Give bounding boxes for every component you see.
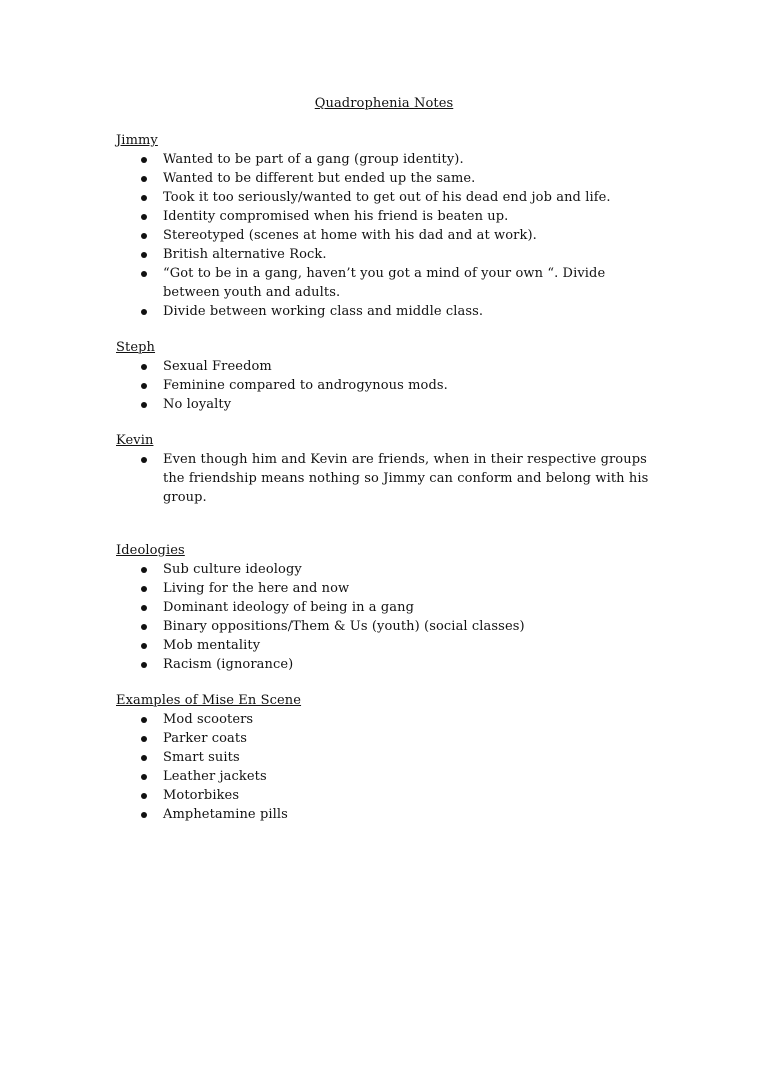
list-item-text: Leather jackets	[163, 769, 267, 784]
list-item-text: Wanted to be different but ended up the same.	[163, 171, 476, 186]
bullet-icon	[141, 605, 147, 611]
bullet-icon	[141, 309, 147, 315]
list-item	[116, 226, 663, 245]
bullet-icon	[141, 586, 147, 592]
bullet-list-ideologies	[116, 560, 676, 674]
section-ideologies	[116, 541, 676, 674]
bullet-icon	[141, 736, 147, 742]
section-heading-kevin: Kevin	[116, 433, 154, 448]
section-steph	[116, 338, 676, 414]
section-jimmy	[116, 131, 676, 321]
list-item	[116, 450, 663, 507]
list-item	[116, 767, 663, 786]
bullet-icon	[141, 233, 147, 239]
bullet-icon	[141, 195, 147, 201]
list-item-text: Mod scooters	[163, 712, 254, 727]
list-item-text: Mob mentality	[163, 638, 261, 653]
list-item	[116, 598, 663, 617]
list-item	[116, 302, 663, 321]
list-item-text: Wanted to be part of a gang (group identity).	[163, 152, 464, 167]
section-kevin	[116, 431, 676, 507]
bullet-icon	[141, 383, 147, 389]
bullet-list-jimmy	[116, 150, 676, 321]
list-item-text: Parker coats	[163, 731, 247, 746]
list-item-text: No loyalty	[163, 397, 232, 412]
list-item-text: Took it too seriously/wanted to get out of his dead end job and life.	[163, 190, 611, 205]
list-item-text: Stereotyped (scenes at home with his dad and at work).	[163, 228, 537, 243]
list-item-text: British alternative Rock.	[163, 247, 327, 262]
bullet-icon	[141, 176, 147, 182]
list-item	[116, 357, 663, 376]
bullet-icon	[141, 624, 147, 630]
bullet-list-kevin	[116, 450, 676, 507]
bullet-icon	[141, 214, 147, 220]
list-item-text: Smart suits	[163, 750, 240, 765]
list-item-text: Dominant ideology of being in a gang	[163, 600, 415, 615]
document-title: Quadrophenia Notes	[314, 96, 454, 111]
bullet-icon	[141, 567, 147, 573]
list-item-text: Feminine compared to androgynous mods.	[163, 378, 448, 393]
bullet-list-steph	[116, 357, 676, 414]
bullet-icon	[141, 157, 147, 163]
list-item	[116, 150, 663, 169]
section-mise-en-scene	[116, 691, 676, 824]
list-item	[116, 376, 663, 395]
section-heading-mise-en-scene: Examples of Mise En Scene	[116, 693, 302, 708]
bullet-icon	[141, 755, 147, 761]
bullet-icon	[141, 717, 147, 723]
list-item	[116, 188, 663, 207]
section-heading-jimmy: Jimmy	[116, 133, 158, 148]
section-heading-steph: Steph	[116, 340, 156, 355]
list-item-text: Sexual Freedom	[163, 359, 272, 374]
bullet-list-mise-en-scene	[116, 710, 676, 824]
bullet-icon	[141, 774, 147, 780]
bullet-icon	[141, 457, 147, 463]
list-item-text: Binary oppositions/Them & Us (youth) (social classes)	[163, 619, 525, 634]
section-heading-ideologies: Ideologies	[116, 543, 185, 558]
list-item	[116, 786, 663, 805]
list-item-text: Divide between working class and middle class.	[163, 304, 484, 319]
bullet-icon	[141, 402, 147, 408]
list-item-text: Sub culture ideology	[163, 562, 302, 577]
bullet-icon	[141, 812, 147, 818]
list-item	[116, 710, 663, 729]
list-item-text: Living for the here and now	[163, 581, 350, 596]
list-item	[116, 805, 663, 824]
list-item-text: Racism (ignorance)	[163, 657, 294, 672]
bullet-icon	[141, 271, 147, 277]
list-item	[116, 729, 663, 748]
list-item	[116, 169, 663, 188]
list-item	[116, 579, 663, 598]
list-item	[116, 636, 663, 655]
list-item	[116, 748, 663, 767]
list-item-text: Even though him and Kevin are friends, when in their respective groups the friendship means nothing so Jimmy can conform and belong with his group.	[163, 452, 649, 505]
list-item	[116, 617, 663, 636]
list-item-text: “Got to be in a gang, haven’t you got a mind of your own “. Divide between youth and adults.	[163, 266, 606, 300]
bullet-icon	[141, 662, 147, 668]
bullet-icon	[141, 364, 147, 370]
list-item	[116, 655, 663, 674]
list-item-text: Amphetamine pills	[163, 807, 288, 822]
list-item-text: Identity compromised when his friend is beaten up.	[163, 209, 509, 224]
list-item	[116, 264, 663, 302]
list-item-text: Motorbikes	[163, 788, 240, 803]
list-item	[116, 560, 663, 579]
bullet-icon	[141, 643, 147, 649]
bullet-icon	[141, 252, 147, 258]
list-item	[116, 207, 663, 226]
bullet-icon	[141, 793, 147, 799]
list-item	[116, 395, 663, 414]
list-item	[116, 245, 663, 264]
